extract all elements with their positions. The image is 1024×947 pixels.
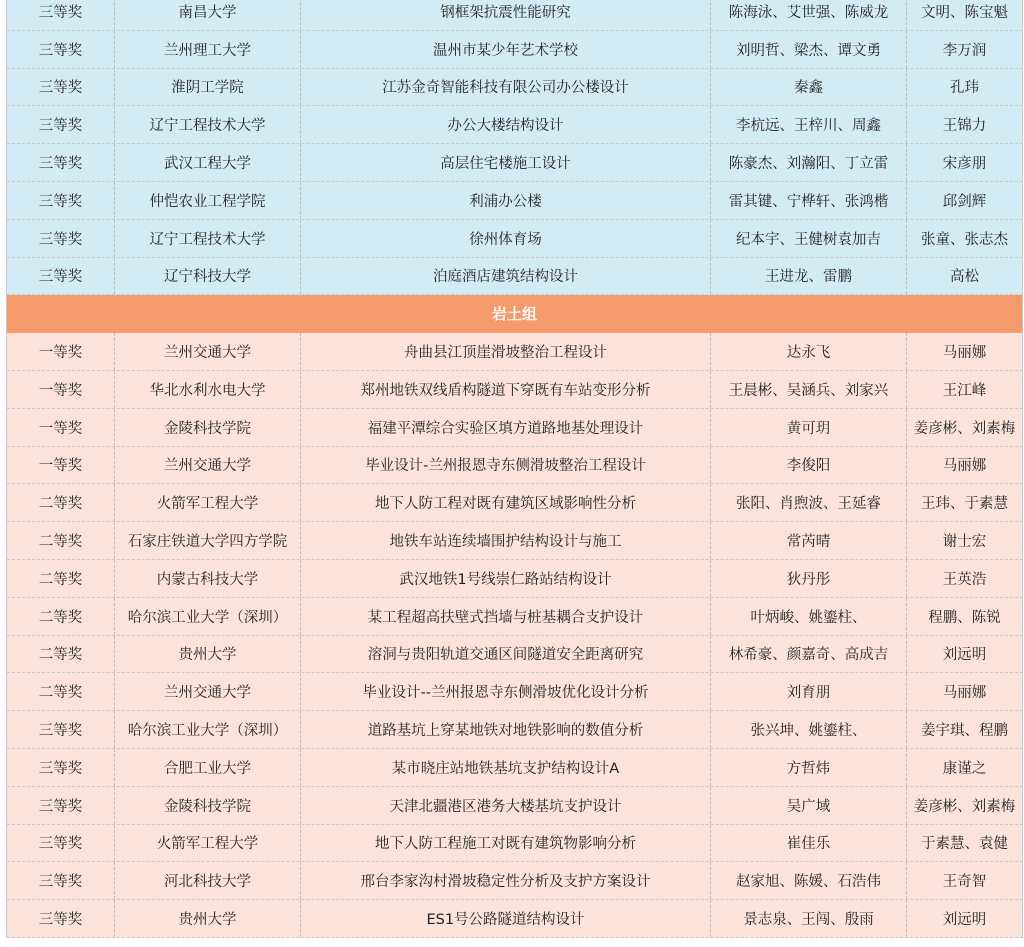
project-title-cell: 地下人防工程对既有建筑区域影响性分析 bbox=[301, 484, 711, 521]
award-level-cell: 二等奖 bbox=[7, 560, 115, 597]
project-title-cell: ES1号公路隧道结构设计 bbox=[301, 900, 711, 937]
advisor-cell: 邱剑辉 bbox=[907, 182, 1023, 219]
students-cell: 崔佳乐 bbox=[711, 825, 907, 862]
students-cell: 张兴坤、姚鎏柱、 bbox=[711, 711, 907, 748]
table-row bbox=[7, 447, 1023, 485]
table-row bbox=[7, 371, 1023, 409]
table-row bbox=[7, 144, 1023, 182]
award-level-cell: 二等奖 bbox=[7, 673, 115, 710]
university-cell: 哈尔滨工业大学（深圳） bbox=[115, 598, 301, 635]
students-cell: 叶炳峻、姚鎏柱、 bbox=[711, 598, 907, 635]
university-cell: 辽宁工程技术大学 bbox=[115, 220, 301, 257]
project-title-cell: 福建平潭综合实验区填方道路地基处理设计 bbox=[301, 409, 711, 446]
advisor-cell: 王江峰 bbox=[907, 371, 1023, 408]
university-cell: 金陵科技学院 bbox=[115, 409, 301, 446]
advisor-cell: 王锦力 bbox=[907, 106, 1023, 143]
students-cell: 秦鑫 bbox=[711, 69, 907, 106]
university-cell: 贵州大学 bbox=[115, 636, 301, 673]
advisor-cell: 李万润 bbox=[907, 31, 1023, 68]
table-row bbox=[7, 220, 1023, 258]
students-cell: 林希豪、颜嘉奇、高成吉 bbox=[711, 636, 907, 673]
award-level-cell: 一等奖 bbox=[7, 409, 115, 446]
award-level-cell: 三等奖 bbox=[7, 862, 115, 899]
table-row bbox=[7, 749, 1023, 787]
students-cell: 陈海泳、艾世强、陈威龙 bbox=[711, 0, 907, 30]
table-row bbox=[7, 522, 1023, 560]
award-level-cell: 三等奖 bbox=[7, 825, 115, 862]
advisor-cell: 王玮、于素慧 bbox=[907, 484, 1023, 521]
advisor-cell: 高松 bbox=[907, 258, 1023, 295]
university-cell: 华北水利水电大学 bbox=[115, 371, 301, 408]
project-title-cell: 泊庭酒店建筑结构设计 bbox=[301, 258, 711, 295]
advisor-cell: 孔玮 bbox=[907, 69, 1023, 106]
university-cell: 淮阴工学院 bbox=[115, 69, 301, 106]
university-cell: 金陵科技学院 bbox=[115, 787, 301, 824]
project-title-cell: 地铁车站连续墙围护结构设计与施工 bbox=[301, 522, 711, 559]
university-cell: 兰州理工大学 bbox=[115, 31, 301, 68]
students-cell: 赵家旭、陈媛、石浩伟 bbox=[711, 862, 907, 899]
students-cell: 吴广域 bbox=[711, 787, 907, 824]
project-title-cell: 某市晓庄站地铁基坑支护结构设计A bbox=[301, 749, 711, 786]
university-cell: 辽宁工程技术大学 bbox=[115, 106, 301, 143]
table-row bbox=[7, 673, 1023, 711]
table-row bbox=[7, 333, 1023, 371]
project-title-cell: 高层住宅楼施工设计 bbox=[301, 144, 711, 181]
students-cell: 方哲炜 bbox=[711, 749, 907, 786]
award-level-cell: 三等奖 bbox=[7, 106, 115, 143]
award-level-cell: 二等奖 bbox=[7, 484, 115, 521]
advisor-cell: 姜彦彬、刘素梅 bbox=[907, 409, 1023, 446]
university-cell: 石家庄铁道大学四方学院 bbox=[115, 522, 301, 559]
table-row bbox=[7, 825, 1023, 863]
students-cell: 刘明哲、梁杰、谭文勇 bbox=[711, 31, 907, 68]
advisor-cell: 康谨之 bbox=[907, 749, 1023, 786]
advisor-cell: 王奇智 bbox=[907, 862, 1023, 899]
advisor-cell: 谢士宏 bbox=[907, 522, 1023, 559]
advisor-cell: 王英浩 bbox=[907, 560, 1023, 597]
project-title-cell: 钢框架抗震性能研究 bbox=[301, 0, 711, 30]
table-row bbox=[7, 560, 1023, 598]
project-title-cell: 地下人防工程施工对既有建筑物影响分析 bbox=[301, 825, 711, 862]
award-level-cell: 一等奖 bbox=[7, 333, 115, 370]
project-title-cell: 温州市某少年艺术学校 bbox=[301, 31, 711, 68]
table-row bbox=[7, 862, 1023, 900]
table-row bbox=[7, 106, 1023, 144]
advisor-cell: 马丽娜 bbox=[907, 447, 1023, 484]
advisor-cell: 姜彦彬、刘素梅 bbox=[907, 787, 1023, 824]
students-cell: 李杭远、王梓川、周鑫 bbox=[711, 106, 907, 143]
award-level-cell: 三等奖 bbox=[7, 220, 115, 257]
table-row bbox=[7, 787, 1023, 825]
advisor-cell: 文明、陈宝魁 bbox=[907, 0, 1023, 30]
award-level-cell: 一等奖 bbox=[7, 371, 115, 408]
students-cell: 黄可玥 bbox=[711, 409, 907, 446]
university-cell: 河北科技大学 bbox=[115, 862, 301, 899]
project-title-cell: 利浦办公楼 bbox=[301, 182, 711, 219]
award-level-cell: 二等奖 bbox=[7, 522, 115, 559]
project-title-cell: 道路基坑上穿某地铁对地铁影响的数值分析 bbox=[301, 711, 711, 748]
students-cell: 景志泉、王闯、殷雨 bbox=[711, 900, 907, 937]
award-level-cell: 三等奖 bbox=[7, 258, 115, 295]
project-title-cell: 溶洞与贵阳轨道交通区间隧道安全距离研究 bbox=[301, 636, 711, 673]
university-cell: 兰州交通大学 bbox=[115, 673, 301, 710]
advisor-cell: 马丽娜 bbox=[907, 333, 1023, 370]
table-row bbox=[7, 484, 1023, 522]
project-title-cell: 邢台李家沟村滑坡稳定性分析及支护方案设计 bbox=[301, 862, 711, 899]
advisor-cell: 姜宇琪、程鹏 bbox=[907, 711, 1023, 748]
advisor-cell: 宋彦朋 bbox=[907, 144, 1023, 181]
university-cell: 贵州大学 bbox=[115, 900, 301, 937]
students-cell: 陈豪杰、刘瀚阳、丁立雷 bbox=[711, 144, 907, 181]
advisor-cell: 刘远明 bbox=[907, 900, 1023, 937]
award-level-cell: 三等奖 bbox=[7, 69, 115, 106]
award-level-cell: 二等奖 bbox=[7, 636, 115, 673]
table-row bbox=[7, 69, 1023, 107]
project-title-cell: 江苏金奇智能科技有限公司办公楼设计 bbox=[301, 69, 711, 106]
table-row bbox=[7, 711, 1023, 749]
project-title-cell: 天津北疆港区港务大楼基坑支护设计 bbox=[301, 787, 711, 824]
university-cell: 哈尔滨工业大学（深圳） bbox=[115, 711, 301, 748]
project-title-cell: 武汉地铁1号线崇仁路站结构设计 bbox=[301, 560, 711, 597]
students-cell: 王晨彬、吴涵兵、刘家兴 bbox=[711, 371, 907, 408]
table-row bbox=[7, 636, 1023, 674]
advisor-cell: 马丽娜 bbox=[907, 673, 1023, 710]
university-cell: 兰州交通大学 bbox=[115, 447, 301, 484]
university-cell: 兰州交通大学 bbox=[115, 333, 301, 370]
award-level-cell: 一等奖 bbox=[7, 447, 115, 484]
group-header-geotechnical: 岩土组 bbox=[7, 295, 1023, 333]
award-level-cell: 二等奖 bbox=[7, 598, 115, 635]
students-cell: 张阳、肖煦波、王延睿 bbox=[711, 484, 907, 521]
students-cell: 王进龙、雷鹏 bbox=[711, 258, 907, 295]
table-row bbox=[7, 409, 1023, 447]
advisor-cell: 程鹏、陈锐 bbox=[907, 598, 1023, 635]
project-title-cell: 某工程超高扶壁式挡墙与桩基耦合支护设计 bbox=[301, 598, 711, 635]
university-cell: 火箭军工程大学 bbox=[115, 825, 301, 862]
table-row bbox=[7, 0, 1023, 31]
university-cell: 仲恺农业工程学院 bbox=[115, 182, 301, 219]
students-cell: 纪本宇、王健树袁加吉 bbox=[711, 220, 907, 257]
students-cell: 狄丹彤 bbox=[711, 560, 907, 597]
award-level-cell: 三等奖 bbox=[7, 787, 115, 824]
table-row bbox=[7, 598, 1023, 636]
advisor-cell: 张童、张志杰 bbox=[907, 220, 1023, 257]
advisor-cell: 刘远明 bbox=[907, 636, 1023, 673]
award-level-cell: 三等奖 bbox=[7, 749, 115, 786]
university-cell: 武汉工程大学 bbox=[115, 144, 301, 181]
project-title-cell: 郑州地铁双线盾构隧道下穿既有车站变形分析 bbox=[301, 371, 711, 408]
university-cell: 南昌大学 bbox=[115, 0, 301, 30]
award-level-cell: 三等奖 bbox=[7, 900, 115, 937]
university-cell: 内蒙古科技大学 bbox=[115, 560, 301, 597]
award-level-cell: 三等奖 bbox=[7, 0, 115, 30]
table-row bbox=[7, 31, 1023, 69]
project-title-cell: 徐州体育场 bbox=[301, 220, 711, 257]
university-cell: 火箭军工程大学 bbox=[115, 484, 301, 521]
awards-table bbox=[6, 0, 1023, 938]
award-level-cell: 三等奖 bbox=[7, 182, 115, 219]
table-row bbox=[7, 900, 1023, 938]
university-cell: 辽宁科技大学 bbox=[115, 258, 301, 295]
students-cell: 常芮晴 bbox=[711, 522, 907, 559]
project-title-cell: 办公大楼结构设计 bbox=[301, 106, 711, 143]
project-title-cell: 舟曲县江顶崖滑坡整治工程设计 bbox=[301, 333, 711, 370]
students-cell: 雷其键、宁桦轩、张鸿楷 bbox=[711, 182, 907, 219]
award-level-cell: 三等奖 bbox=[7, 144, 115, 181]
project-title-cell: 毕业设计-兰州报恩寺东侧滑坡整治工程设计 bbox=[301, 447, 711, 484]
university-cell: 合肥工业大学 bbox=[115, 749, 301, 786]
students-cell: 达永飞 bbox=[711, 333, 907, 370]
award-level-cell: 三等奖 bbox=[7, 31, 115, 68]
students-cell: 李俊阳 bbox=[711, 447, 907, 484]
table-row bbox=[7, 182, 1023, 220]
advisor-cell: 于素慧、袁健 bbox=[907, 825, 1023, 862]
students-cell: 刘育朋 bbox=[711, 673, 907, 710]
award-level-cell: 三等奖 bbox=[7, 711, 115, 748]
project-title-cell: 毕业设计--兰州报恩寺东侧滑坡优化设计分析 bbox=[301, 673, 711, 710]
table-row bbox=[7, 258, 1023, 296]
